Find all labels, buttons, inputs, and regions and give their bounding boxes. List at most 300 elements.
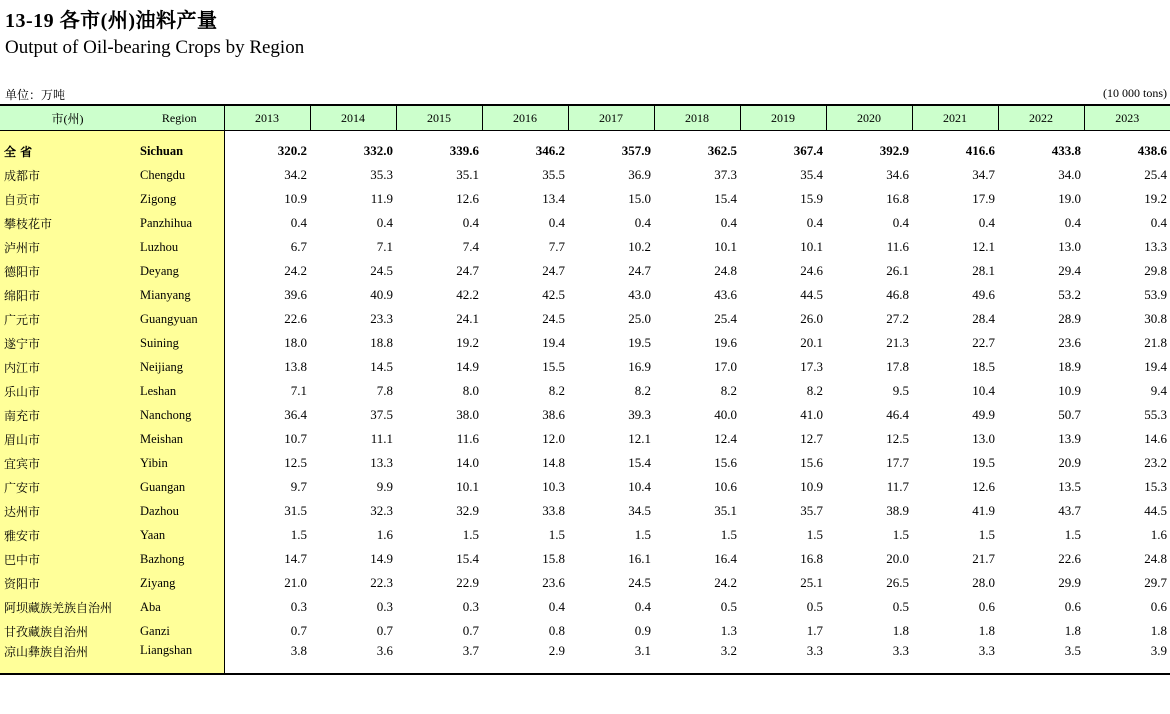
- value-cell-2014: 3.6: [310, 643, 396, 674]
- unit-label-english: (10 000 tons): [1103, 86, 1167, 100]
- value-cell-2021: 1.5: [978, 527, 995, 542]
- table-row: [0, 595, 1170, 619]
- value-cell-2018: 40.0: [714, 407, 737, 422]
- value-cell-2018: 15.4: [714, 191, 737, 206]
- region-name-cn: 甘孜藏族自治州: [0, 619, 135, 643]
- table-row: [0, 499, 1170, 523]
- value-cell-2021: 22.7: [972, 335, 995, 350]
- value-cell-2014: 13.3: [370, 455, 393, 470]
- region-name-cn: 资阳市: [0, 571, 135, 595]
- value-cell-2016: 24.7: [542, 263, 565, 278]
- value-cell-2023: 44.5: [1144, 503, 1167, 518]
- value-cell-2019: 25.1: [800, 575, 823, 590]
- value-cell-2015: 12.6: [456, 191, 479, 206]
- column-header-year-2013: 2013: [224, 105, 310, 131]
- value-cell-2017: 34.5: [628, 503, 651, 518]
- column-header-year-2021: 2021: [912, 105, 998, 131]
- value-cell-2017: 0.4: [634, 599, 651, 614]
- value-cell-2016: 8.2: [548, 383, 565, 398]
- value-cell-2017: 0.4: [634, 215, 651, 230]
- value-cell-2014: 40.9: [370, 287, 393, 302]
- value-cell-2013: 21.0: [284, 575, 307, 590]
- value-cell-2013: 18.0: [284, 335, 307, 350]
- value-cell-2013: 39.6: [284, 287, 307, 302]
- value-cell-2018: 0.5: [720, 599, 737, 614]
- value-cell-2014: 0.3: [376, 599, 393, 614]
- region-name-cn: 绵阳市: [0, 283, 135, 307]
- value-cell-2014: 332.0: [363, 143, 393, 158]
- value-cell-2023: 30.8: [1144, 311, 1167, 326]
- region-name-cn: 广安市: [0, 475, 135, 499]
- value-cell-2017: 39.3: [628, 407, 651, 422]
- value-cell-2023: 0.6: [1150, 599, 1167, 614]
- value-cell-2015: 0.3: [462, 599, 479, 614]
- table-row: [0, 379, 1170, 403]
- value-cell-2014: 35.3: [370, 167, 393, 182]
- value-cell-2022: 53.2: [1058, 287, 1081, 302]
- value-cell-2020: 3.3: [826, 643, 912, 674]
- value-cell-2022: 50.7: [1058, 407, 1081, 422]
- value-cell-2014: 37.5: [370, 407, 393, 422]
- value-cell-2015: 24.1: [456, 311, 479, 326]
- value-cell-2013: 22.6: [284, 311, 307, 326]
- unit-label-chinese: 单位：万吨: [5, 88, 66, 102]
- region-name-cn: 泸州市: [0, 235, 135, 259]
- value-cell-2019: 367.4: [793, 143, 823, 158]
- value-cell-2018: 1.5: [720, 527, 737, 542]
- value-cell-2022: 13.5: [1058, 479, 1081, 494]
- value-cell-2017: 19.5: [628, 335, 651, 350]
- table-row: [0, 523, 1170, 547]
- region-name-cn: 全 省: [0, 139, 135, 163]
- value-cell-2013: 7.1: [290, 383, 307, 398]
- value-cell-2022: 20.9: [1058, 455, 1081, 470]
- value-cell-2013: 10.7: [284, 431, 307, 446]
- region-name-cn: 阿坝藏族羌族自治州: [0, 595, 135, 619]
- value-cell-2017: 8.2: [634, 383, 651, 398]
- value-cell-2023: 21.8: [1144, 335, 1167, 350]
- column-header-year-2022: 2022: [998, 105, 1084, 131]
- value-cell-2015: 15.4: [456, 551, 479, 566]
- value-cell-2018: 35.1: [714, 503, 737, 518]
- value-cell-2020: 17.8: [886, 359, 909, 374]
- value-cell-2022: 18.9: [1058, 359, 1081, 374]
- value-cell-2017: 16.9: [628, 359, 651, 374]
- region-name-cn: 宜宾市: [0, 451, 135, 475]
- value-cell-2015: 8.0: [462, 383, 479, 398]
- column-header-year-2016: 2016: [482, 105, 568, 131]
- value-cell-2018: 37.3: [714, 167, 737, 182]
- value-cell-2023: 25.4: [1144, 167, 1167, 182]
- value-cell-2013: 34.2: [284, 167, 307, 182]
- value-cell-2022: 10.9: [1058, 383, 1081, 398]
- region-name-en: Guangan: [135, 475, 224, 499]
- region-name-en: Yaan: [135, 523, 224, 547]
- value-cell-2021: 10.4: [972, 383, 995, 398]
- value-cell-2014: 14.5: [370, 359, 393, 374]
- value-cell-2017: 10.4: [628, 479, 651, 494]
- value-cell-2015: 19.2: [456, 335, 479, 350]
- region-name-en: Panzhihua: [135, 211, 224, 235]
- value-cell-2021: 13.0: [972, 431, 995, 446]
- value-cell-2018: 3.2: [654, 643, 740, 674]
- table-row: [0, 403, 1170, 427]
- region-name-en: Suining: [135, 331, 224, 355]
- value-cell-2017: 36.9: [628, 167, 651, 182]
- value-cell-2020: 46.8: [886, 287, 909, 302]
- value-cell-2021: 17.9: [972, 191, 995, 206]
- value-cell-2022: 29.9: [1058, 575, 1081, 590]
- value-cell-2023: 13.3: [1144, 239, 1167, 254]
- value-cell-2017: 43.0: [628, 287, 651, 302]
- value-cell-2013: 10.9: [284, 191, 307, 206]
- value-cell-2015: 24.7: [456, 263, 479, 278]
- data-table-container: [0, 104, 1170, 675]
- table-row-total: [0, 139, 1170, 163]
- value-cell-2014: 22.3: [370, 575, 393, 590]
- value-cell-2023: 55.3: [1144, 407, 1167, 422]
- column-header-year-2014: 2014: [310, 105, 396, 131]
- region-name-en: Neijiang: [135, 355, 224, 379]
- value-cell-2019: 26.0: [800, 311, 823, 326]
- value-cell-2020: 9.5: [892, 383, 909, 398]
- value-cell-2018: 362.5: [707, 143, 737, 158]
- value-cell-2016: 1.5: [548, 527, 565, 542]
- value-cell-2015: 35.1: [456, 167, 479, 182]
- value-cell-2021: 0.4: [978, 215, 995, 230]
- region-name-cn: 乐山市: [0, 379, 135, 403]
- value-cell-2016: 346.2: [535, 143, 565, 158]
- value-cell-2013: 1.5: [290, 527, 307, 542]
- value-cell-2023: 19.2: [1144, 191, 1167, 206]
- region-name-cn: 内江市: [0, 355, 135, 379]
- value-cell-2013: 6.7: [290, 239, 307, 254]
- value-cell-2020: 11.7: [886, 479, 909, 494]
- value-cell-2023: 1.8: [1150, 623, 1167, 638]
- value-cell-2023: 3.9: [1084, 643, 1170, 674]
- value-cell-2019: 16.8: [800, 551, 823, 566]
- value-cell-2013: 0.4: [290, 215, 307, 230]
- value-cell-2018: 8.2: [720, 383, 737, 398]
- table-row: [0, 211, 1170, 235]
- value-cell-2019: 15.9: [800, 191, 823, 206]
- value-cell-2021: 28.4: [972, 311, 995, 326]
- value-cell-2018: 12.4: [714, 431, 737, 446]
- table-spacer-row: [0, 131, 1170, 140]
- value-cell-2023: 438.6: [1137, 143, 1167, 158]
- region-name-en: Deyang: [135, 259, 224, 283]
- value-cell-2017: 15.0: [628, 191, 651, 206]
- value-cell-2020: 38.9: [886, 503, 909, 518]
- column-header-year-2023: 2023: [1084, 105, 1170, 131]
- value-cell-2021: 34.7: [972, 167, 995, 182]
- region-name-cn: 达州市: [0, 499, 135, 523]
- value-cell-2016: 23.6: [542, 575, 565, 590]
- value-cell-2015: 14.0: [456, 455, 479, 470]
- value-cell-2018: 1.3: [720, 623, 737, 638]
- value-cell-2019: 10.1: [800, 239, 823, 254]
- value-cell-2021: 12.1: [972, 239, 995, 254]
- value-cell-2021: 1.8: [978, 623, 995, 638]
- value-cell-2014: 24.5: [370, 263, 393, 278]
- region-name-en: Meishan: [135, 427, 224, 451]
- value-cell-2023: 29.8: [1144, 263, 1167, 278]
- value-cell-2013: 3.8: [224, 643, 310, 674]
- value-cell-2020: 27.2: [886, 311, 909, 326]
- value-cell-2014: 1.6: [376, 527, 393, 542]
- value-cell-2013: 12.5: [284, 455, 307, 470]
- value-cell-2023: 14.6: [1144, 431, 1167, 446]
- value-cell-2015: 3.7: [396, 643, 482, 674]
- value-cell-2016: 15.8: [542, 551, 565, 566]
- value-cell-2015: 0.4: [462, 215, 479, 230]
- value-cell-2023: 29.7: [1144, 575, 1167, 590]
- region-name-en: Sichuan: [135, 139, 224, 163]
- table-row: [0, 163, 1170, 187]
- table-row: [0, 235, 1170, 259]
- region-name-en: Ganzi: [135, 619, 224, 643]
- value-cell-2018: 24.2: [714, 575, 737, 590]
- value-cell-2022: 43.7: [1058, 503, 1081, 518]
- table-row: [0, 643, 1170, 674]
- value-cell-2019: 1.5: [806, 527, 823, 542]
- value-cell-2015: 11.6: [456, 431, 479, 446]
- value-cell-2015: 32.9: [456, 503, 479, 518]
- region-name-cn: 广元市: [0, 307, 135, 331]
- value-cell-2021: 3.3: [912, 643, 998, 674]
- region-name-en: Liangshan: [135, 643, 224, 674]
- value-cell-2021: 21.7: [972, 551, 995, 566]
- value-cell-2013: 320.2: [277, 143, 307, 158]
- value-cell-2013: 9.7: [290, 479, 307, 494]
- value-cell-2020: 0.5: [892, 599, 909, 614]
- value-cell-2022: 1.8: [1064, 623, 1081, 638]
- region-name-cn: 南充市: [0, 403, 135, 427]
- value-cell-2017: 15.4: [628, 455, 651, 470]
- value-cell-2022: 22.6: [1058, 551, 1081, 566]
- region-name-cn: 成都市: [0, 163, 135, 187]
- value-cell-2023: 23.2: [1144, 455, 1167, 470]
- table-row: [0, 331, 1170, 355]
- region-name-cn: 凉山彝族自治州: [0, 643, 135, 674]
- value-cell-2023: 19.4: [1144, 359, 1167, 374]
- value-cell-2016: 24.5: [542, 311, 565, 326]
- value-cell-2021: 41.9: [972, 503, 995, 518]
- table-row: [0, 547, 1170, 571]
- value-cell-2020: 46.4: [886, 407, 909, 422]
- value-cell-2018: 17.0: [714, 359, 737, 374]
- region-name-en: Luzhou: [135, 235, 224, 259]
- value-cell-2020: 21.3: [886, 335, 909, 350]
- value-cell-2017: 24.5: [628, 575, 651, 590]
- value-cell-2018: 43.6: [714, 287, 737, 302]
- value-cell-2017: 0.9: [634, 623, 651, 638]
- value-cell-2014: 0.7: [376, 623, 393, 638]
- value-cell-2022: 29.4: [1058, 263, 1081, 278]
- value-cell-2022: 433.8: [1051, 143, 1081, 158]
- value-cell-2014: 11.1: [370, 431, 393, 446]
- value-cell-2014: 18.8: [370, 335, 393, 350]
- value-cell-2016: 2.9: [482, 643, 568, 674]
- value-cell-2015: 1.5: [462, 527, 479, 542]
- column-header-region-cn: 市(州): [0, 105, 135, 131]
- value-cell-2016: 38.6: [542, 407, 565, 422]
- table-row: [0, 619, 1170, 643]
- value-cell-2022: 13.9: [1058, 431, 1081, 446]
- value-cell-2021: 28.1: [972, 263, 995, 278]
- value-cell-2016: 14.8: [542, 455, 565, 470]
- value-cell-2022: 34.0: [1058, 167, 1081, 182]
- value-cell-2016: 15.5: [542, 359, 565, 374]
- value-cell-2014: 9.9: [376, 479, 393, 494]
- value-cell-2013: 13.8: [284, 359, 307, 374]
- value-cell-2015: 339.6: [449, 143, 479, 158]
- value-cell-2018: 0.4: [720, 215, 737, 230]
- region-name-en: Guangyuan: [135, 307, 224, 331]
- column-header-year-2019: 2019: [740, 105, 826, 131]
- value-cell-2020: 11.6: [886, 239, 909, 254]
- value-cell-2016: 7.7: [548, 239, 565, 254]
- value-cell-2017: 24.7: [628, 263, 651, 278]
- region-name-cn: 德阳市: [0, 259, 135, 283]
- value-cell-2019: 35.4: [800, 167, 823, 182]
- value-cell-2018: 10.6: [714, 479, 737, 494]
- column-header-region-en: Region: [135, 105, 224, 131]
- column-header-year-2015: 2015: [396, 105, 482, 131]
- value-cell-2020: 16.8: [886, 191, 909, 206]
- value-cell-2018: 24.8: [714, 263, 737, 278]
- value-cell-2021: 416.6: [965, 143, 995, 158]
- value-cell-2023: 0.4: [1150, 215, 1167, 230]
- value-cell-2019: 20.1: [800, 335, 823, 350]
- value-cell-2021: 49.9: [972, 407, 995, 422]
- value-cell-2016: 33.8: [542, 503, 565, 518]
- value-cell-2020: 1.8: [892, 623, 909, 638]
- value-cell-2023: 9.4: [1150, 383, 1167, 398]
- value-cell-2020: 0.4: [892, 215, 909, 230]
- region-name-cn: 巴中市: [0, 547, 135, 571]
- region-name-en: Yibin: [135, 451, 224, 475]
- value-cell-2015: 38.0: [456, 407, 479, 422]
- value-cell-2023: 24.8: [1144, 551, 1167, 566]
- value-cell-2019: 44.5: [800, 287, 823, 302]
- value-cell-2021: 28.0: [972, 575, 995, 590]
- value-cell-2022: 1.5: [1064, 527, 1081, 542]
- value-cell-2022: 28.9: [1058, 311, 1081, 326]
- value-cell-2019: 35.7: [800, 503, 823, 518]
- value-cell-2019: 10.9: [800, 479, 823, 494]
- page-title-chinese: 13-19 各市(州)油料产量: [5, 10, 218, 32]
- value-cell-2015: 22.9: [456, 575, 479, 590]
- value-cell-2019: 15.6: [800, 455, 823, 470]
- oil-crops-output-table: [0, 104, 1170, 675]
- value-cell-2013: 36.4: [284, 407, 307, 422]
- value-cell-2013: 31.5: [284, 503, 307, 518]
- value-cell-2022: 19.0: [1058, 191, 1081, 206]
- value-cell-2019: 0.4: [806, 215, 823, 230]
- value-cell-2022: 0.4: [1064, 215, 1081, 230]
- value-cell-2017: 3.1: [568, 643, 654, 674]
- region-name-en: Dazhou: [135, 499, 224, 523]
- value-cell-2013: 14.7: [284, 551, 307, 566]
- value-cell-2020: 26.5: [886, 575, 909, 590]
- region-name-en: Mianyang: [135, 283, 224, 307]
- region-name-en: Bazhong: [135, 547, 224, 571]
- value-cell-2020: 1.5: [892, 527, 909, 542]
- table-row: [0, 355, 1170, 379]
- value-cell-2018: 16.4: [714, 551, 737, 566]
- value-cell-2015: 0.7: [462, 623, 479, 638]
- column-header-year-2017: 2017: [568, 105, 654, 131]
- value-cell-2014: 23.3: [370, 311, 393, 326]
- value-cell-2016: 0.4: [548, 215, 565, 230]
- region-name-en: Chengdu: [135, 163, 224, 187]
- page-title-english: Output of Oil-bearing Crops by Region: [5, 37, 305, 58]
- value-cell-2013: 0.7: [290, 623, 307, 638]
- table-header-row: [0, 105, 1170, 131]
- region-name-en: Ziyang: [135, 571, 224, 595]
- value-cell-2016: 10.3: [542, 479, 565, 494]
- value-cell-2018: 10.1: [714, 239, 737, 254]
- value-cell-2021: 18.5: [972, 359, 995, 374]
- region-name-cn: 雅安市: [0, 523, 135, 547]
- value-cell-2014: 7.1: [376, 239, 393, 254]
- value-cell-2020: 12.5: [886, 431, 909, 446]
- value-cell-2020: 26.1: [886, 263, 909, 278]
- table-row: [0, 571, 1170, 595]
- region-name-en: Leshan: [135, 379, 224, 403]
- value-cell-2023: 53.9: [1144, 287, 1167, 302]
- table-row: [0, 283, 1170, 307]
- value-cell-2014: 14.9: [370, 551, 393, 566]
- value-cell-2016: 19.4: [542, 335, 565, 350]
- region-name-cn: 攀枝花市: [0, 211, 135, 235]
- value-cell-2015: 7.4: [462, 239, 479, 254]
- value-cell-2016: 0.8: [548, 623, 565, 638]
- value-cell-2021: 0.6: [978, 599, 995, 614]
- value-cell-2019: 41.0: [800, 407, 823, 422]
- value-cell-2017: 10.2: [628, 239, 651, 254]
- value-cell-2019: 17.3: [800, 359, 823, 374]
- table-row: [0, 427, 1170, 451]
- value-cell-2019: 3.3: [740, 643, 826, 674]
- table-row: [0, 307, 1170, 331]
- value-cell-2013: 0.3: [290, 599, 307, 614]
- value-cell-2023: 1.6: [1150, 527, 1167, 542]
- value-cell-2021: 19.5: [972, 455, 995, 470]
- value-cell-2014: 0.4: [376, 215, 393, 230]
- value-cell-2014: 32.3: [370, 503, 393, 518]
- value-cell-2019: 24.6: [800, 263, 823, 278]
- value-cell-2014: 11.9: [370, 191, 393, 206]
- region-name-cn: 遂宁市: [0, 331, 135, 355]
- value-cell-2019: 1.7: [806, 623, 823, 638]
- value-cell-2019: 0.5: [806, 599, 823, 614]
- value-cell-2021: 12.6: [972, 479, 995, 494]
- table-row: [0, 187, 1170, 211]
- value-cell-2020: 34.6: [886, 167, 909, 182]
- region-name-en: Aba: [135, 595, 224, 619]
- value-cell-2018: 19.6: [714, 335, 737, 350]
- value-cell-2022: 0.6: [1064, 599, 1081, 614]
- table-body: [0, 131, 1170, 675]
- value-cell-2019: 8.2: [806, 383, 823, 398]
- value-cell-2016: 13.4: [542, 191, 565, 206]
- value-cell-2017: 357.9: [621, 143, 651, 158]
- value-cell-2015: 42.2: [456, 287, 479, 302]
- value-cell-2022: 23.6: [1058, 335, 1081, 350]
- region-name-cn: 自贡市: [0, 187, 135, 211]
